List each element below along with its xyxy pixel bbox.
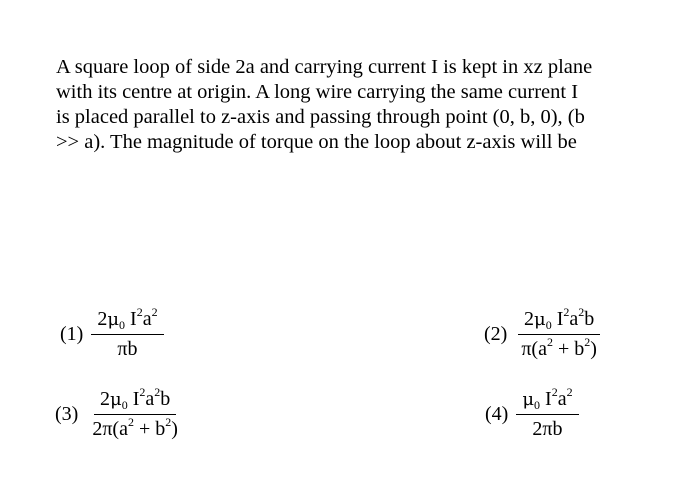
fraction-denominator — [86, 415, 184, 440]
fraction-denominator — [111, 335, 143, 360]
current-symbol: I — [127, 388, 140, 410]
fraction-numerator — [518, 305, 600, 335]
coefficient: 2 — [99, 388, 110, 410]
side-symbol: a — [142, 308, 152, 330]
side-exponent: 2 — [154, 385, 161, 399]
current-exponent: 2 — [136, 305, 143, 319]
b-exponent: 2 — [584, 335, 591, 349]
current-symbol: I — [551, 308, 564, 330]
denominator-text: + b — [133, 418, 166, 440]
question-line: A square loop of side 2a and carrying current I is kept in xz plane — [56, 56, 593, 78]
current-exponent: 2 — [551, 385, 558, 399]
denominator-text: π(a — [521, 338, 547, 360]
option-number: (1) — [60, 322, 84, 345]
denominator-text: ) — [590, 338, 597, 360]
current-symbol: I — [125, 308, 137, 330]
option-1[interactable] — [60, 305, 164, 360]
numerator-tail: b — [584, 308, 595, 330]
side-symbol: a — [569, 308, 579, 330]
fraction-denominator — [515, 335, 603, 360]
option-number: (3) — [55, 402, 79, 425]
option-fraction — [91, 305, 163, 360]
side-exponent: 2 — [566, 385, 573, 399]
mu-subscript: 0 — [121, 398, 128, 412]
option-fraction — [516, 385, 578, 440]
fraction-numerator — [91, 305, 163, 335]
mu-subscript: 0 — [119, 318, 126, 332]
mu-symbol: μ — [107, 309, 120, 330]
denominator-text: 2π(a — [92, 418, 128, 440]
current-exponent: 2 — [139, 385, 146, 399]
numerator-tail: b — [160, 388, 171, 410]
option-number: (4) — [485, 402, 509, 425]
side-exponent: 2 — [578, 305, 585, 319]
mu-symbol: μ — [522, 389, 535, 410]
coefficient: 2 — [97, 308, 108, 330]
question-line: is placed parallel to z-axis and passing through point (0, b, 0), (b — [56, 106, 585, 128]
fraction-numerator — [94, 385, 176, 415]
option-number: (2) — [484, 322, 508, 345]
b-exponent: 2 — [165, 415, 172, 429]
question-text — [56, 55, 656, 155]
denominator-text: πb — [117, 338, 138, 360]
fraction-denominator — [526, 415, 568, 440]
side-exponent: 2 — [151, 305, 158, 319]
mu-subscript: 0 — [534, 398, 541, 412]
a-exponent: 2 — [127, 415, 134, 429]
denominator-text: + b — [552, 338, 585, 360]
mu-symbol: μ — [109, 389, 122, 410]
a-exponent: 2 — [546, 335, 553, 349]
option-4[interactable] — [485, 385, 579, 440]
mu-symbol: μ — [533, 309, 546, 330]
side-symbol: a — [145, 388, 155, 410]
option-3[interactable] — [55, 385, 184, 440]
fraction-numerator — [516, 385, 578, 415]
coefficient: 2 — [523, 308, 534, 330]
option-fraction — [86, 385, 184, 440]
option-2[interactable] — [484, 305, 603, 360]
mu-subscript: 0 — [545, 318, 552, 332]
question-line: with its centre at origin. A long wire carrying the same current I — [56, 81, 579, 103]
option-fraction — [515, 305, 603, 360]
current-exponent: 2 — [563, 305, 570, 319]
side-symbol: a — [557, 388, 567, 410]
current-symbol: I — [540, 388, 552, 410]
denominator-text: ) — [171, 418, 178, 440]
question-line: >> a). The magnitude of torque on the loop about z-axis will be — [56, 131, 577, 153]
denominator-text: 2πb — [532, 418, 563, 440]
